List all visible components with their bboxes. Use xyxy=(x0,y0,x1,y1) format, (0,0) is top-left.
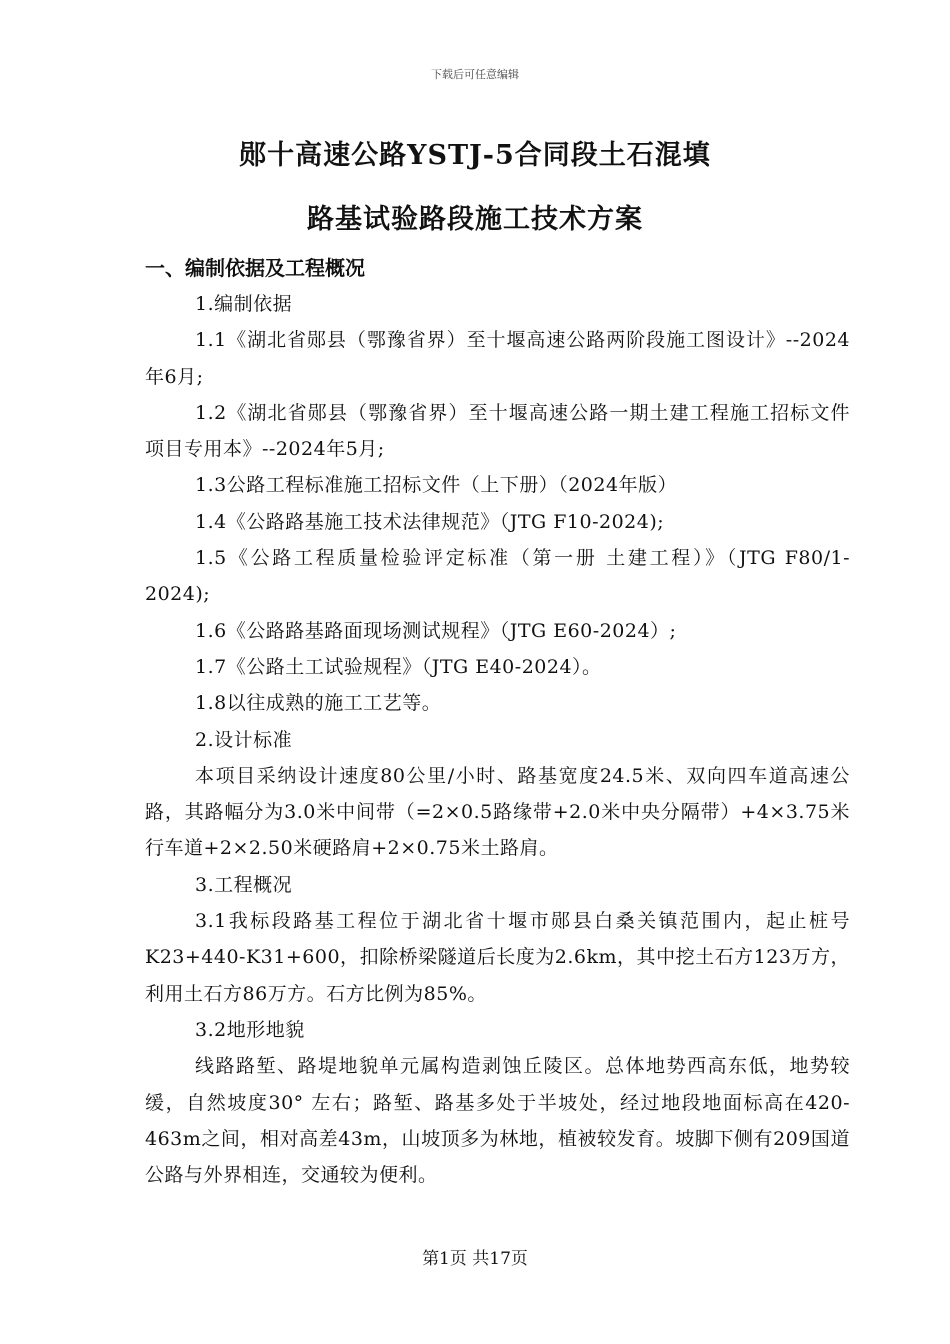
page-footer: 第1页 共17页 xyxy=(422,1249,528,1269)
section-heading: 一、编制依据及工程概况 xyxy=(145,256,365,280)
document-title-line-1: 郧十高速公路YSTJ-5合同段土石混填 xyxy=(239,140,711,171)
header-note: 下载后可任意编辑 xyxy=(431,68,519,81)
paragraph-terrain-heading: 3.2地形地貌 xyxy=(195,1018,305,1041)
paragraph-ref-1-3: 1.3公路工程标准施工招标文件（上下册）（2024年版） xyxy=(195,474,678,497)
document-title-line-2: 路基试验路段施工技术方案 xyxy=(307,204,643,235)
paragraph-basis: 1.编制依据 xyxy=(195,293,293,315)
paragraph-ref-1-1: 1.1《湖北省郧县（鄂豫省界）至十堰高速公路两阶段施工图设计》--2024年6月; xyxy=(145,329,850,388)
paragraph-ref-1-6: 1.6《公路路基路面现场测试规程》（JTG E60-2024）; xyxy=(195,619,677,642)
paragraph-ref-1-7: 1.7《公路土工试验规程》（JTG E40-2024）。 xyxy=(195,655,602,678)
paragraph-overview-3-1: 3.1我标段路基工程位于湖北省十堰市郧县白桑关镇范围内，起止桩号K23+440-K31+600，扣除桥梁隧道后长度为2.6km，其中挖土石方123万方，利用土石方86万方。石方比例为85%。 xyxy=(145,910,850,1005)
paragraph-design-standard: 本项目采纳设计速度80公里/小时、路基宽度24.5米、双向四车道高速公路，其路幅分为3.0米中间带（=2×0.5路缘带+2.0米中央分隔带）+4×3.75米行车道+2×2.50米硬路肩+2×0.75米土路肩。 xyxy=(145,764,850,860)
paragraph-ref-1-5: 1.5《公路工程质量检验评定标准（第一册 土建工程）》（JTG F80/1-2024); xyxy=(145,547,850,606)
paragraph-ref-1-8: 1.8以往成熟的施工工艺等。 xyxy=(195,692,442,715)
paragraph-ref-1-2: 1.2《湖北省郧县（鄂豫省界）至十堰高速公路一期土建工程施工招标文件项目专用本》--2024年5月; xyxy=(145,401,850,461)
paragraph-design-standard-heading: 2.设计标准 xyxy=(195,728,293,751)
paragraph-terrain: 线路路堑、路堤地貌单元属构造剥蚀丘陵区。总体地势西高东低，地势较缓，自然坡度30° 左右；路堑、路基多处于半坡处，经过地段地面标高在420-463m之间，相对高差43m，山坡顶多为林地，植被较发育。坡脚下侧有209国道公路与外界相连，交通较为便利。 xyxy=(145,1055,850,1187)
paragraph-ref-1-4: 1.4《公路路基施工技术法律规范》（JTG F10-2024); xyxy=(195,510,665,533)
document-body xyxy=(145,250,850,1193)
paragraph-overview-heading: 3.工程概况 xyxy=(195,873,293,896)
